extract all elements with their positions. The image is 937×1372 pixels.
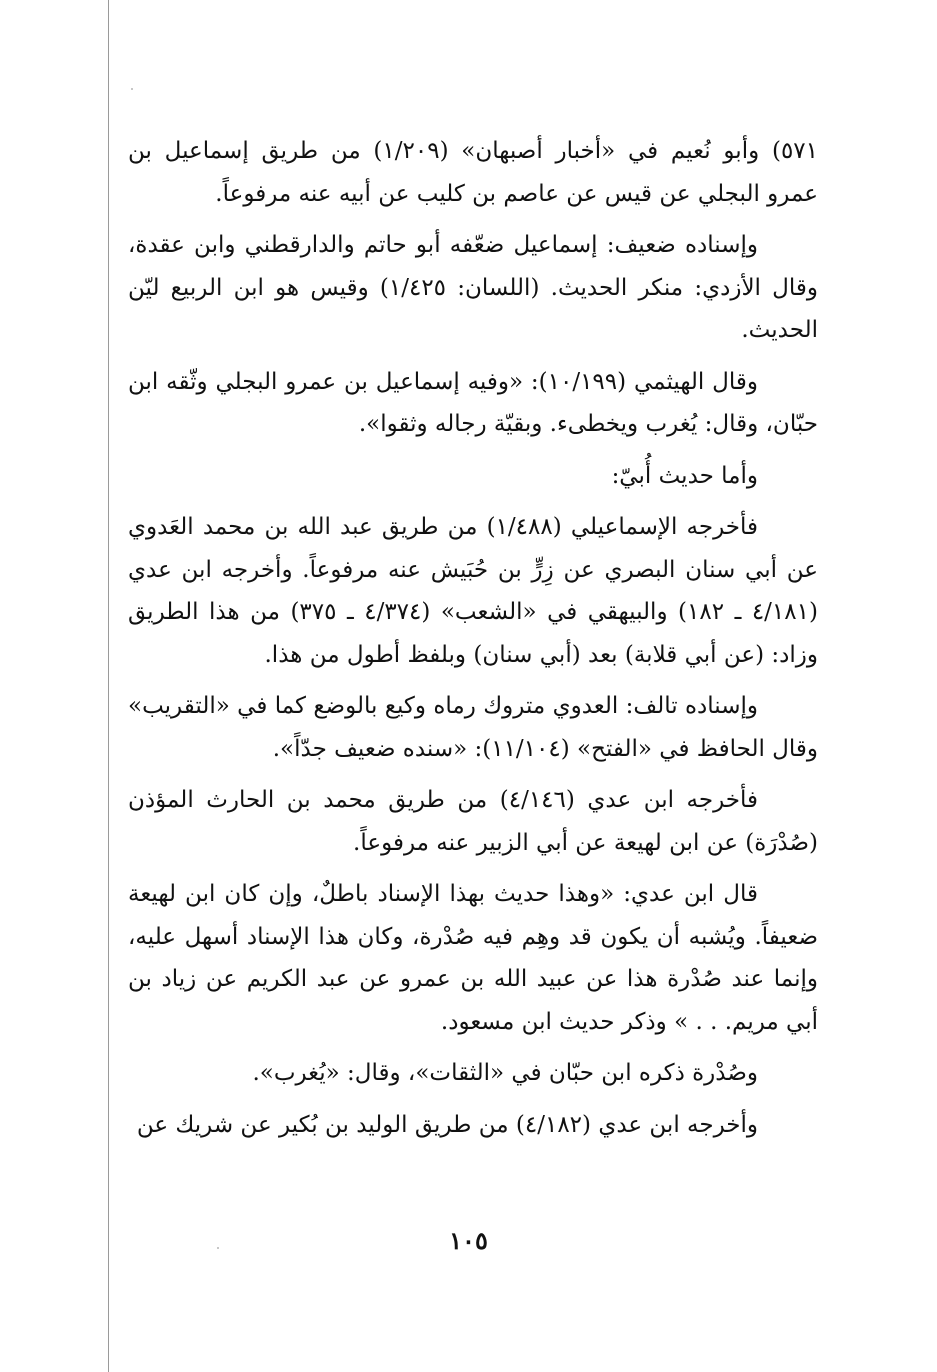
paragraph-5: فأخرجه الإسماعيلي (١/٤٨٨) من طريق عبد الله بن محمد العَدوي عن أبي سنان البصري عن زِرٍّ بن حُبَيش عنه مرفوعاً. وأخرجه ابن عدي (٤/١٨١ ـ ١٨٢) والبيهقي في «الشعب» (٤/٣٧٤ ـ ٣٧٥) من هذا الطريق وزاد: (عن أبي قلابة) بعد (أبي سنان) وبلفظ أطول من هذا. bbox=[128, 514, 818, 668]
paragraph-7: فأخرجه ابن عدي (٤/١٤٦) من طريق محمد بن الحارث المؤذن (صُدْرَة) عن ابن لهيعة عن أبي الزبير عنه مرفوعاً. bbox=[128, 787, 818, 856]
paragraph-3: وقال الهيثمي (١٠/١٩٩): «وفيه إسماعيل بن عمرو البجلي وثّقه ابن حبّان، وقال: يُغرب ويخطىء. وبقيّة رجاله وثقوا». bbox=[128, 368, 818, 437]
page-body bbox=[128, 130, 818, 1155]
paragraph-8: قال ابن عدي: «وهذا حديث بهذا الإسناد باطلٌ، وإن كان ابن لهيعة ضعيفاً. ويُشبه أن يكون قد وهِم فيه صُدْرة، وكان هذا الإسناد أسهل عليه، وإنما عند صُدْرة هذا عن عبيد الله بن عمرو عن عبد الكريم عن زياد بن أبي مريم. . . » وذكر حديث ابن مسعود. bbox=[128, 881, 818, 1035]
paragraph-4-heading: وأما حديث أُبيّ: bbox=[611, 462, 758, 489]
page-number: ١٠٥ bbox=[449, 1226, 488, 1255]
paragraph-9: وصُدْرة ذكره ابن حبّان في «الثقات»، وقال: «يُغرب». bbox=[252, 1060, 758, 1086]
page-margin-rule bbox=[108, 0, 109, 1372]
paragraph-10: وأخرجه ابن عدي (٤/١٨٢) من طريق الوليد بن بُكير عن شريك عن bbox=[136, 1111, 758, 1138]
paragraph-6: وإسناده تالف: العدوي متروك رماه وكيع بالوضع كما في «التقريب» وقال الحافظ في «الفتح» (١١/١٠٤): «سنده ضعيف جدّاً». bbox=[128, 693, 818, 762]
paragraph-1: ٥٧١) وأبو نُعيم في «أخبار أصبهان» (١/٢٠٩) من طريق إسماعيل بن عمرو البجلي عن قيس عن عاصم بن كليب عن أبيه عنه مرفوعاً. bbox=[128, 138, 818, 207]
paragraph-2: وإسناده ضعيف: إسماعيل ضعّفه أبو حاتم والدارقطني وابن عقدة، وقال الأزدي: منكر الحديث. (اللسان: ١/٤٢٥) وقيس هو ابن الربيع ليّن الحديث. bbox=[128, 232, 818, 343]
scan-speck bbox=[131, 88, 133, 90]
